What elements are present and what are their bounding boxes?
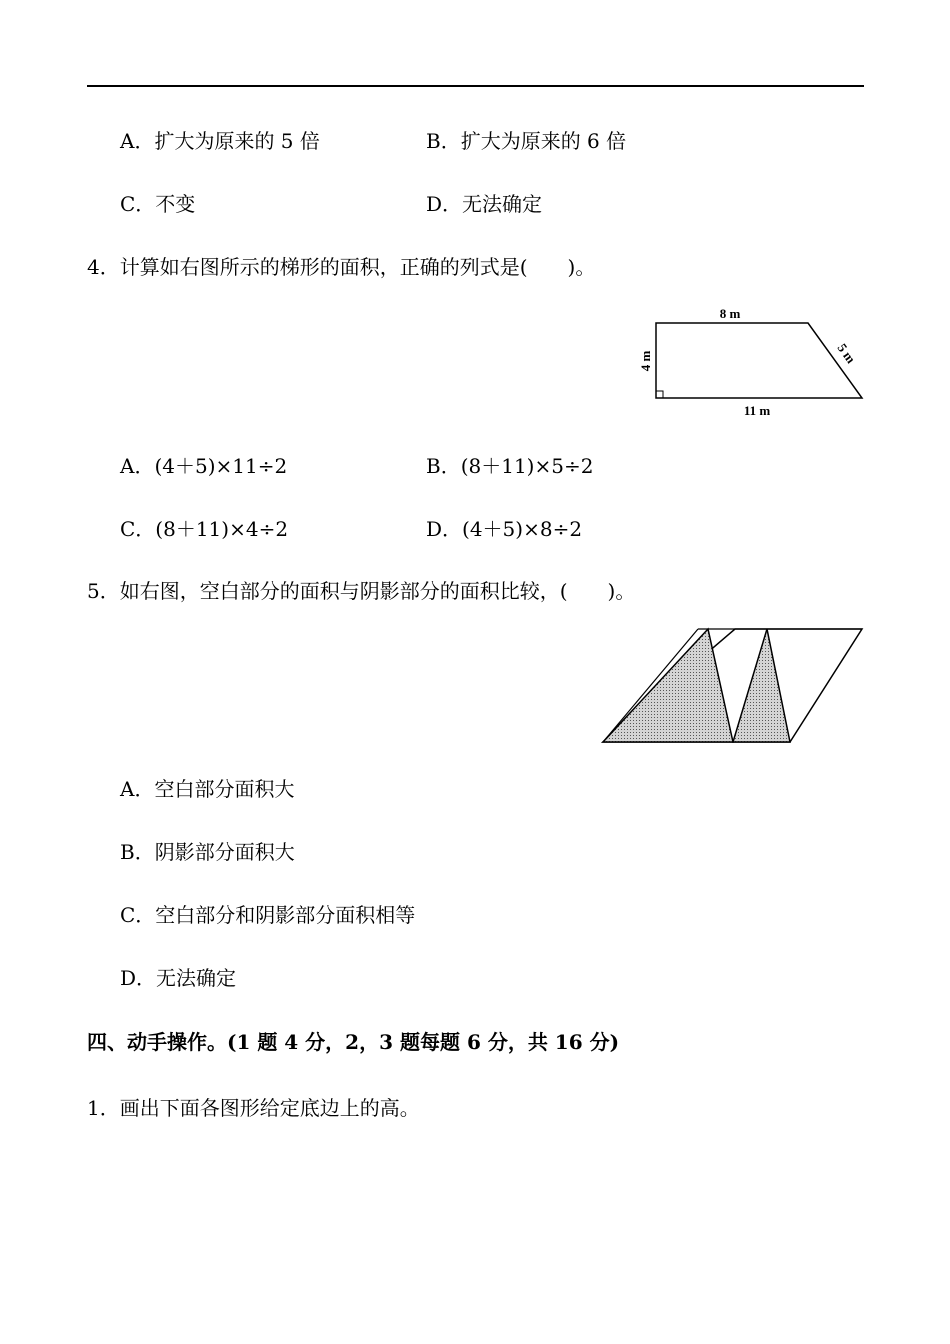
q4-option-c: C．(8＋11)×4÷2 [120, 517, 289, 541]
parallelogram-figure [603, 629, 862, 742]
trapezoid-top-label: 8 m [719, 306, 741, 321]
q4-option-a: A．(4＋5)×11÷2 [120, 454, 288, 478]
trapezoid-slant-label: 5 m [834, 340, 859, 367]
q5-stem: 5．如右图，空白部分的面积与阴影部分的面积比较，( )。 [87, 579, 636, 603]
section-4-title: 四、动手操作。(1 题 4 分，2，3 题每题 6 分，共 16 分) [87, 1030, 620, 1054]
section-4-q1: 1．画出下面各图形给定底边上的高。 [87, 1096, 420, 1120]
q4-option-b: B．(8＋11)×5÷2 [426, 454, 594, 478]
q3-option-a: A．扩大为原来的 5 倍 [120, 129, 320, 153]
q3-option-b: B．扩大为原来的 6 倍 [426, 129, 627, 153]
q5-option-a: A．空白部分面积大 [120, 777, 295, 801]
q5-option-b: B．阴影部分面积大 [120, 840, 295, 864]
trapezoid-shape [656, 323, 862, 398]
q5-option-d: D．无法确定 [120, 966, 237, 990]
shaded-triangle-small [733, 629, 790, 742]
trapezoid-bottom-label: 11 m [743, 403, 771, 418]
q4-option-d: D．(4＋5)×8÷2 [426, 517, 583, 541]
q3-option-c: C．不变 [120, 192, 196, 216]
header-rule [87, 85, 864, 87]
q4-stem: 4．计算如右图所示的梯形的面积，正确的列式是( )。 [87, 255, 596, 279]
shaded-triangle-large [603, 629, 733, 742]
trapezoid-left-label: 4 m [638, 350, 653, 372]
q3-option-d: D．无法确定 [426, 192, 543, 216]
q5-option-c: C．空白部分和阴影部分面积相等 [120, 903, 416, 927]
